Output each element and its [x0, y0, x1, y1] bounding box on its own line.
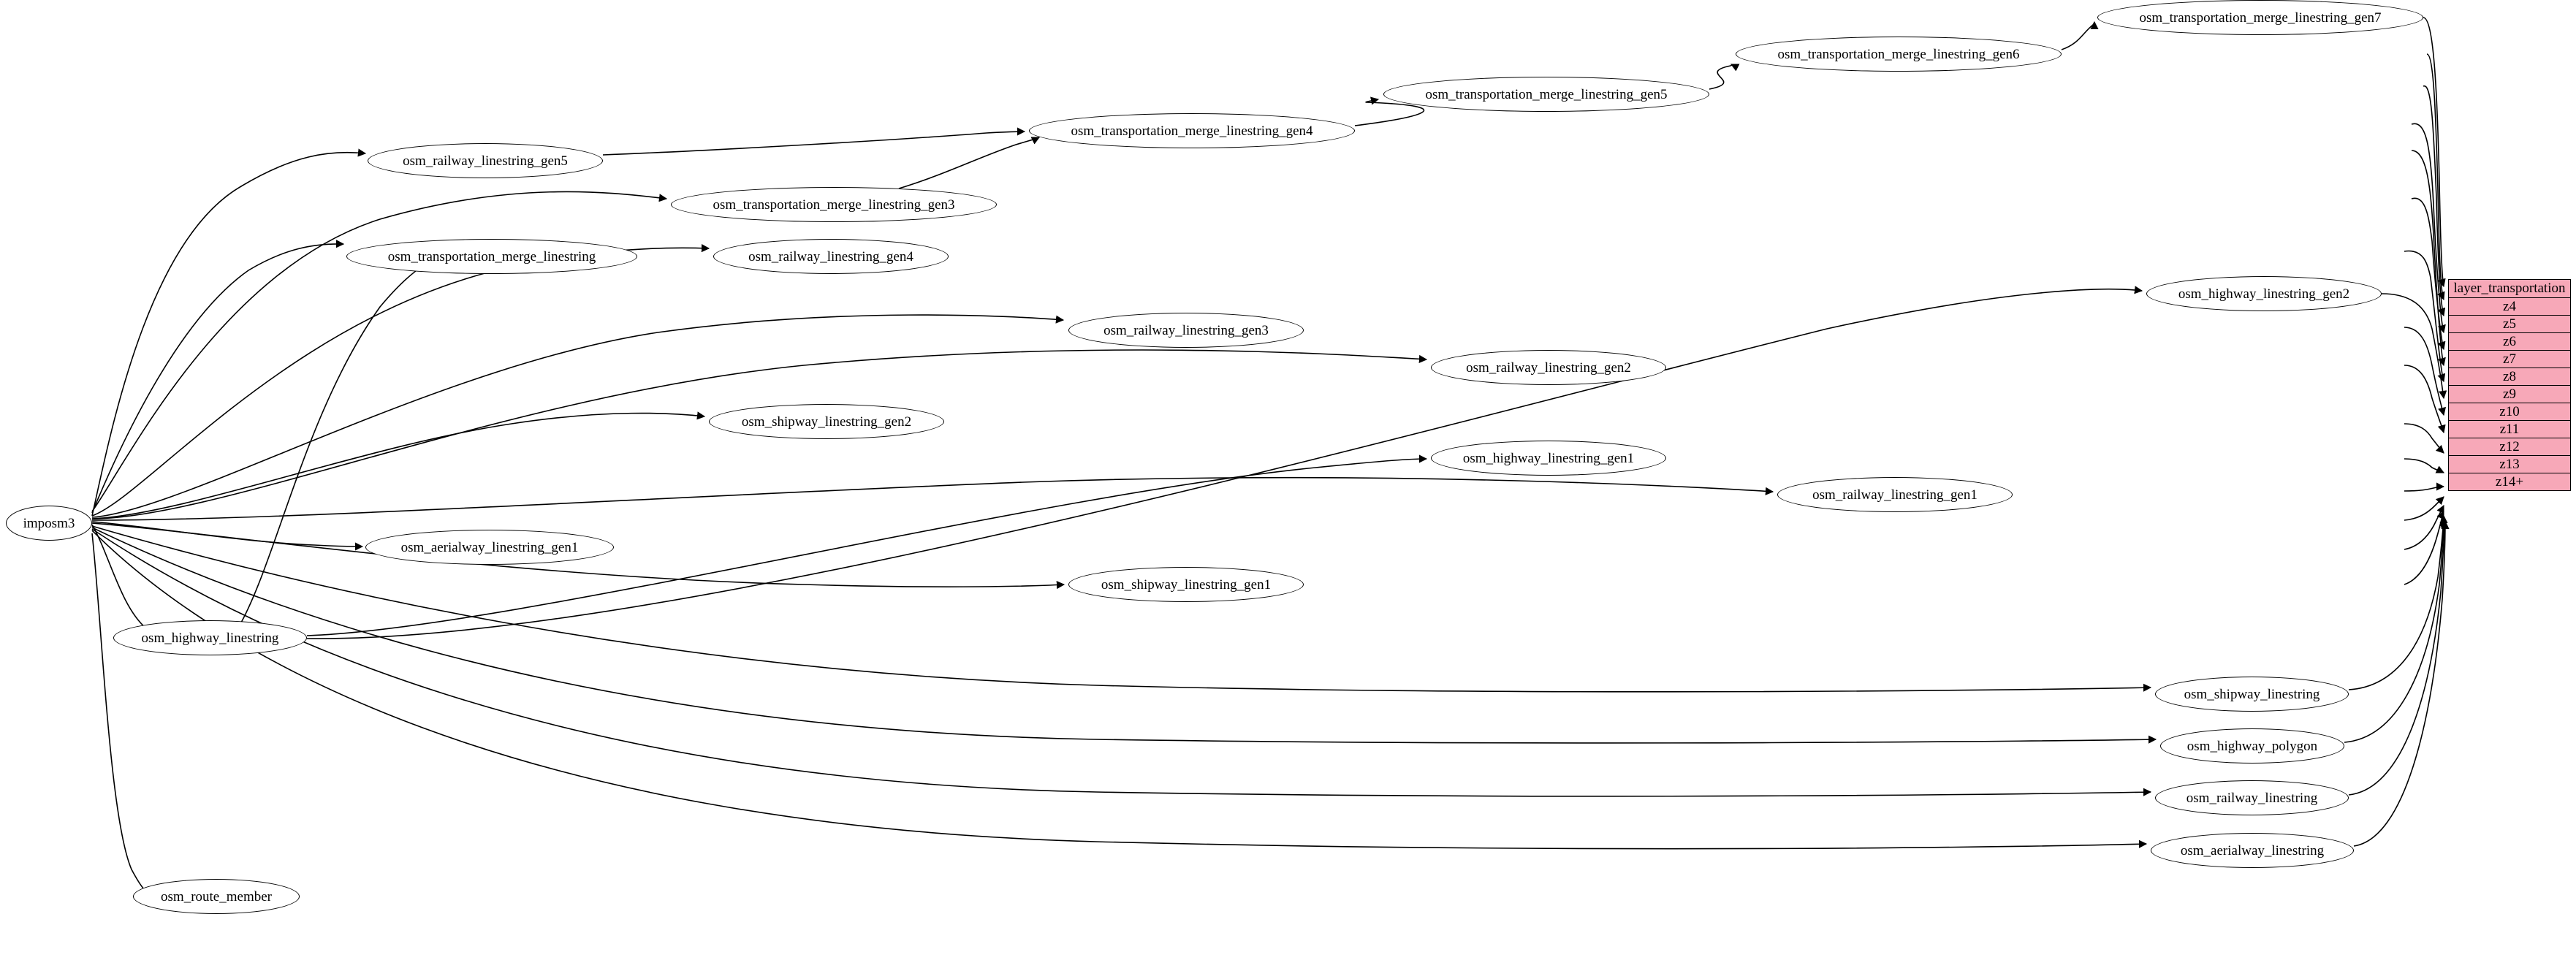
- node-label: osm_highway_linestring_gen1: [1462, 450, 1635, 466]
- node-label: osm_railway_linestring: [2186, 790, 2318, 806]
- node-label: osm_transportation_merge_linestring_gen3: [713, 197, 955, 213]
- table-row-z7[interactable]: [2449, 350, 2570, 368]
- node-label: osm_transportation_merge_linestring_gen4: [1071, 123, 1313, 139]
- node-label: osm_railway_linestring_gen4: [748, 248, 913, 264]
- zoom-label: z11: [2499, 421, 2520, 437]
- graph-node-osm-highway-linestring-gen2[interactable]: [2146, 276, 2382, 311]
- node-label: osm_railway_linestring_gen5: [403, 153, 568, 169]
- zoom-label: z10: [2499, 403, 2520, 419]
- node-label: osm_railway_linestring_gen3: [1103, 322, 1269, 338]
- graph-node-osm-railway-linestring-gen1[interactable]: [1777, 477, 2013, 512]
- layer-transportation-table[interactable]: [2448, 279, 2571, 491]
- node-label: osm_highway_polygon: [2186, 738, 2318, 754]
- node-label: osm_transportation_merge_linestring_gen5: [1425, 86, 1668, 102]
- node-label: osm_railway_linestring_gen2: [1466, 359, 1631, 376]
- table-row-z13[interactable]: [2449, 455, 2570, 473]
- table-row-z12[interactable]: [2449, 438, 2570, 455]
- node-label: osm_highway_linestring_gen2: [2178, 286, 2350, 302]
- node-label: osm_shipway_linestring_gen2: [741, 414, 912, 430]
- zoom-label: z5: [2503, 316, 2516, 332]
- node-label: osm_railway_linestring_gen1: [1812, 487, 1977, 503]
- node-label: osm_highway_linestring: [141, 630, 279, 646]
- graph-node-osm-railway-linestring-gen2[interactable]: [1431, 350, 1666, 385]
- graph-node-osm-shipway-linestring[interactable]: [2155, 677, 2349, 712]
- graph-node-osm-transportation-merge-linestring-gen5[interactable]: [1383, 77, 1709, 112]
- graph-node-osm-railway-linestring-gen4[interactable]: [713, 239, 949, 274]
- zoom-label: z12: [2499, 438, 2520, 454]
- graph-node-osm-transportation-merge-linestring-gen3[interactable]: [671, 187, 997, 222]
- graph-node-osm-route-member[interactable]: [133, 879, 300, 914]
- node-label: osm_aerialway_linestring: [2180, 842, 2325, 858]
- node-label: osm_aerialway_linestring_gen1: [400, 539, 579, 555]
- table-row-z4[interactable]: [2449, 297, 2570, 315]
- table-row-z9[interactable]: [2449, 385, 2570, 403]
- table-row-z14plus[interactable]: [2449, 473, 2570, 490]
- table-row-z5[interactable]: [2449, 315, 2570, 332]
- node-label: osm_transportation_merge_linestring_gen6: [1777, 46, 2020, 62]
- graph-node-osm-transportation-merge-linestring-gen6[interactable]: [1736, 37, 2062, 72]
- graph-node-osm-aerialway-linestring-gen1[interactable]: [365, 530, 614, 565]
- graph-node-osm-transportation-merge-linestring[interactable]: [346, 239, 637, 274]
- graph-node-osm-railway-linestring-gen3[interactable]: [1068, 313, 1304, 348]
- graph-node-imposm3[interactable]: [6, 506, 92, 541]
- graph-node-osm-shipway-linestring-gen1[interactable]: [1068, 567, 1304, 602]
- graph-node-osm-railway-linestring[interactable]: [2155, 780, 2349, 815]
- zoom-label: z8: [2503, 368, 2516, 384]
- graph-node-osm-transportation-merge-linestring-gen7[interactable]: [2097, 0, 2423, 35]
- zoom-label: z6: [2503, 333, 2516, 349]
- zoom-label: z13: [2499, 456, 2520, 472]
- graph-node-osm-highway-linestring-gen1[interactable]: [1431, 441, 1666, 476]
- node-label: osm_shipway_linestring: [2184, 686, 2320, 702]
- table-row-z11[interactable]: [2449, 420, 2570, 438]
- graph-node-osm-highway-linestring[interactable]: [113, 620, 307, 655]
- zoom-label: z4: [2503, 298, 2516, 314]
- table-row-z6[interactable]: [2449, 332, 2570, 350]
- graph-node-osm-aerialway-linestring[interactable]: [2151, 833, 2354, 868]
- graph-node-osm-transportation-merge-linestring-gen4[interactable]: [1029, 113, 1355, 148]
- table-row-z10[interactable]: [2449, 403, 2570, 420]
- node-label: osm_shipway_linestring_gen1: [1101, 576, 1272, 593]
- graph-node-osm-highway-polygon[interactable]: [2160, 728, 2344, 764]
- graph-node-osm-shipway-linestring-gen2[interactable]: [709, 404, 944, 439]
- node-label: imposm3: [23, 515, 75, 531]
- zoom-label: z7: [2503, 351, 2516, 367]
- table-title: layer_transportation: [2453, 281, 2566, 296]
- zoom-label: z14+: [2495, 473, 2524, 490]
- node-label: osm_transportation_merge_linestring_gen7: [2139, 9, 2382, 26]
- node-label: osm_transportation_merge_linestring: [387, 248, 596, 264]
- table-title-row: [2449, 280, 2570, 297]
- table-row-z8[interactable]: [2449, 368, 2570, 385]
- zoom-label: z9: [2503, 386, 2516, 402]
- node-label: osm_route_member: [161, 888, 272, 905]
- graph-node-osm-railway-linestring-gen5[interactable]: [368, 143, 603, 178]
